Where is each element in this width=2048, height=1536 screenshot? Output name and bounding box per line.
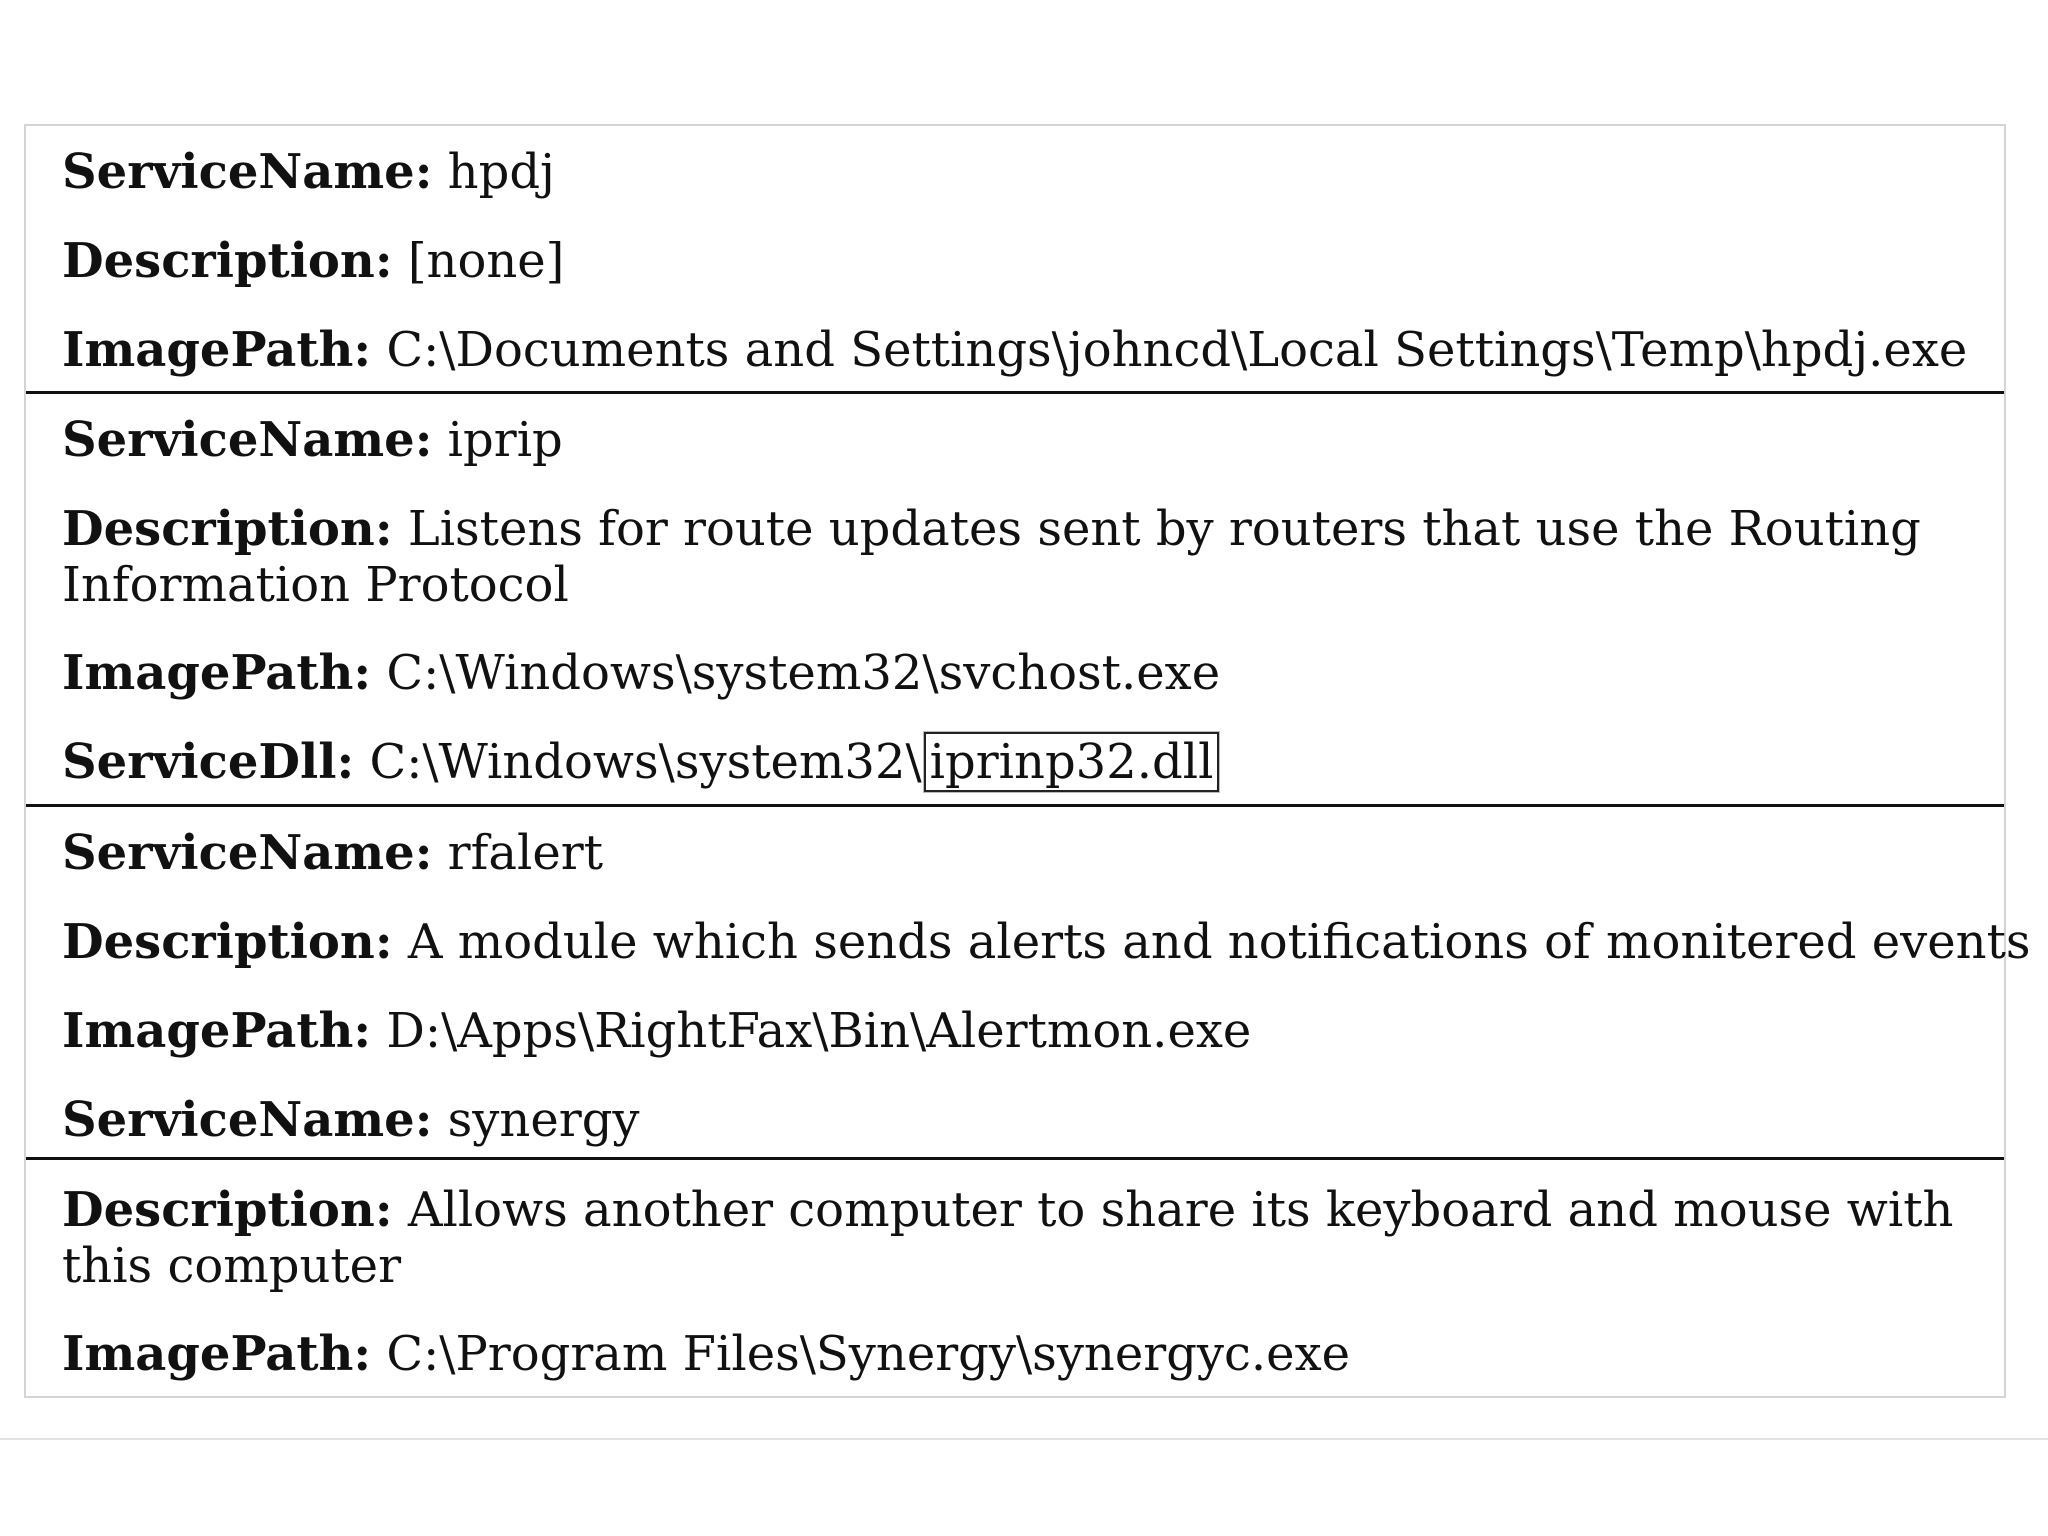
description-value: A module which sends alerts and notifications of monitered events	[407, 914, 2031, 970]
description-value: Allows another computer to share its keyboard and mouse with this computer	[62, 1182, 1954, 1294]
service-name-line	[62, 825, 1976, 881]
image-path-line	[62, 322, 1976, 378]
service-name-line	[62, 412, 1976, 468]
record-rfalert	[26, 807, 2031, 1157]
image-path-line	[62, 1003, 1976, 1059]
service-name-value: rfalert	[447, 825, 603, 881]
description-value: [none]	[407, 233, 565, 289]
service-name-label: ServiceName:	[62, 825, 433, 881]
service-dll-path: C:\Windows\system32\	[369, 734, 922, 790]
description-line	[62, 233, 1976, 289]
record-iprip	[26, 394, 2004, 804]
page-divider	[0, 1438, 2048, 1440]
record-hpdj	[26, 126, 2004, 391]
description-line	[62, 914, 2031, 970]
service-dll-line	[62, 734, 1976, 790]
image-path-line	[62, 645, 1976, 701]
description-label: Description:	[62, 1182, 393, 1238]
service-name-value: synergy	[447, 1092, 640, 1148]
service-name-label: ServiceName:	[62, 1092, 433, 1148]
image-path-value: C:\Documents and Settings\johncd\Local Settings\Temp\hpdj.exe	[386, 322, 1968, 378]
service-dll-label: ServiceDll:	[62, 734, 355, 790]
service-name-label: ServiceName:	[62, 412, 433, 468]
image-path-value: C:\Windows\system32\svchost.exe	[386, 645, 1221, 701]
record-synergy	[26, 1160, 2004, 1396]
image-path-label: ImagePath:	[62, 1326, 372, 1382]
image-path-label: ImagePath:	[62, 645, 372, 701]
description-line	[62, 501, 1976, 613]
description-label: Description:	[62, 501, 393, 557]
description-label: Description:	[62, 233, 393, 289]
image-path-line	[62, 1326, 1976, 1382]
image-path-label: ImagePath:	[62, 322, 372, 378]
service-name-value: hpdj	[447, 144, 555, 200]
service-name-line	[62, 1092, 1976, 1148]
service-name-value: iprip	[447, 412, 563, 468]
image-path-label: ImagePath:	[62, 1003, 372, 1059]
image-path-value: D:\Apps\RightFax\Bin\Alertmon.exe	[386, 1003, 1252, 1059]
service-name-line	[62, 144, 1976, 200]
image-path-value: C:\Program Files\Synergy\synergyc.exe	[386, 1326, 1351, 1382]
description-value: Listens for route updates sent by routers that use the Routing Information Protocol	[62, 501, 1921, 613]
selected-dll-text[interactable]: iprinp32.dll	[924, 732, 1220, 792]
description-label: Description:	[62, 914, 393, 970]
service-name-label: ServiceName:	[62, 144, 433, 200]
services-table	[24, 124, 2031, 1398]
description-line	[62, 1182, 1976, 1294]
